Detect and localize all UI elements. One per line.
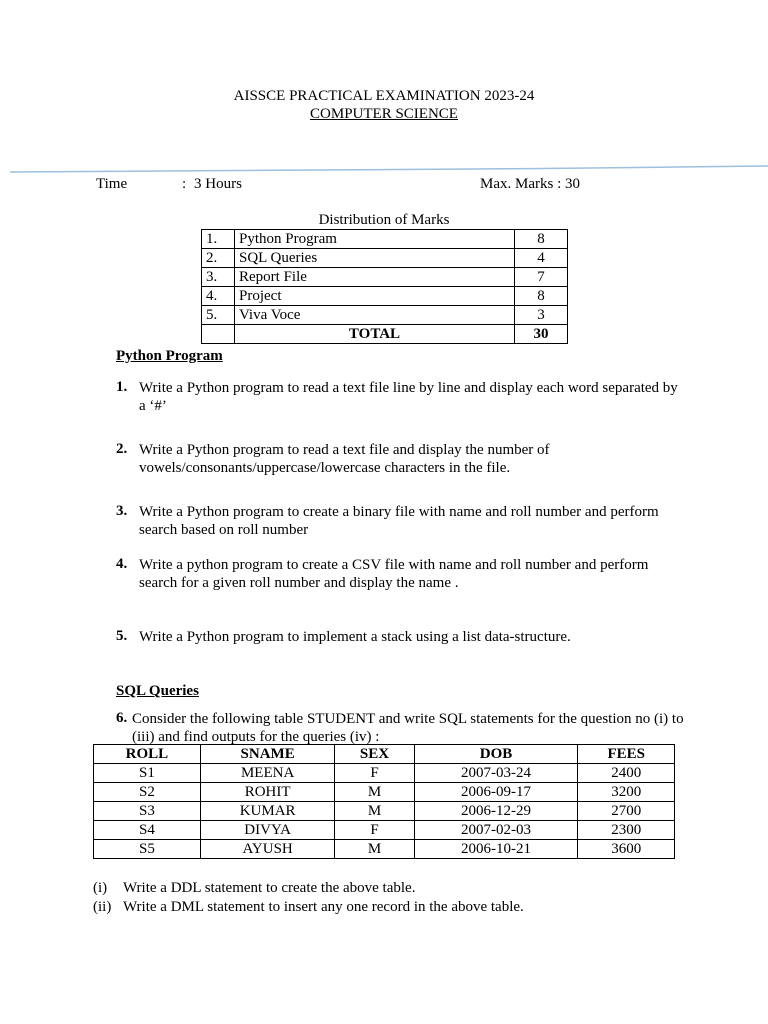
table-row xyxy=(94,783,675,802)
row-number: 4. xyxy=(202,287,235,306)
question-text: Consider the following table STUDENT and write SQL statements for the question no (i) to (iii) and find outputs for the queries (iv) : xyxy=(132,711,684,745)
table-cell: M xyxy=(335,802,414,821)
table-cell: 2006-09-17 xyxy=(414,783,578,802)
row-marks: 7 xyxy=(515,268,568,287)
row-marks: 3 xyxy=(515,306,568,325)
table-cell: 3200 xyxy=(578,783,675,802)
distribution-row xyxy=(202,306,568,325)
table-cell: 3600 xyxy=(578,840,675,859)
distribution-row xyxy=(202,268,568,287)
table-cell: 2700 xyxy=(578,802,675,821)
table-cell: 2006-10-21 xyxy=(414,840,578,859)
column-header: SNAME xyxy=(200,745,335,764)
distribution-row xyxy=(202,249,568,268)
table-cell: F xyxy=(335,764,414,783)
table-cell: ROHIT xyxy=(200,783,335,802)
row-item: SQL Queries xyxy=(235,249,515,268)
distribution-row xyxy=(202,230,568,249)
subject-title: COMPUTER SCIENCE xyxy=(310,106,458,122)
table-cell: F xyxy=(335,821,414,840)
row-item: Project xyxy=(235,287,515,306)
total-value: 30 xyxy=(515,325,568,344)
question-text: Write a Python program to read a text file line by line and display each word separated by a ‘#’ xyxy=(139,380,678,414)
distribution-total-row xyxy=(202,325,568,344)
row-item: Report File xyxy=(235,268,515,287)
max-marks-label: Max. Marks : 30 xyxy=(480,176,580,192)
column-header: FEES xyxy=(578,745,675,764)
table-cell: KUMAR xyxy=(200,802,335,821)
table-cell: 2006-12-29 xyxy=(414,802,578,821)
table-cell: 2300 xyxy=(578,821,675,840)
table-cell: AYUSH xyxy=(200,840,335,859)
table-cell: M xyxy=(335,840,414,859)
subquestion-text: Write a DML statement to insert any one record in the above table. xyxy=(123,899,524,915)
table-cell: 2007-03-24 xyxy=(414,764,578,783)
column-header: SEX xyxy=(335,745,414,764)
exam-title: AISSCE PRACTICAL EXAMINATION 2023-24 xyxy=(233,88,535,104)
row-marks: 4 xyxy=(515,249,568,268)
row-number: 2. xyxy=(202,249,235,268)
row-marks: 8 xyxy=(515,230,568,249)
column-header: DOB xyxy=(414,745,578,764)
row-number: 5. xyxy=(202,306,235,325)
table-cell: MEENA xyxy=(200,764,335,783)
python-section-heading: Python Program xyxy=(116,348,223,364)
question-text: Write a python program to create a CSV file with name and roll number and perform search for a given roll number and display the name . xyxy=(139,557,649,591)
row-item: Viva Voce xyxy=(235,306,515,325)
header-divider-line xyxy=(10,165,768,175)
table-cell: 2400 xyxy=(578,764,675,783)
table-row xyxy=(94,821,675,840)
question-number: 6. xyxy=(116,710,128,726)
table-cell: S1 xyxy=(94,764,201,783)
total-spacer xyxy=(202,325,235,344)
table-cell: S4 xyxy=(94,821,201,840)
question-number: 3. xyxy=(116,503,128,519)
subquestion-text: Write a DDL statement to create the above table. xyxy=(123,880,416,896)
sql-section-heading: SQL Queries xyxy=(116,683,199,699)
student-table xyxy=(93,744,675,859)
table-cell: DIVYA xyxy=(200,821,335,840)
table-cell: M xyxy=(335,783,414,802)
column-header: ROLL xyxy=(94,745,201,764)
distribution-table xyxy=(201,229,568,344)
question-number: 5. xyxy=(116,628,128,644)
total-label: TOTAL xyxy=(235,325,515,344)
time-value: 3 Hours xyxy=(194,176,242,192)
question-number: 2. xyxy=(116,441,128,457)
table-cell: 2007-02-03 xyxy=(414,821,578,840)
table-row xyxy=(94,802,675,821)
question-text: Write a Python program to read a text file and display the number of vowels/consonants/uppercase/lowercase characters in the file. xyxy=(139,442,550,476)
distribution-row xyxy=(202,287,568,306)
table-cell: S3 xyxy=(94,802,201,821)
table-cell: S5 xyxy=(94,840,201,859)
row-marks: 8 xyxy=(515,287,568,306)
row-number: 1. xyxy=(202,230,235,249)
table-row xyxy=(94,764,675,783)
question-text: Write a Python program to create a binary file with name and roll number and perform search based on roll number xyxy=(139,504,659,538)
time-separator: : xyxy=(182,176,187,192)
question-text: Write a Python program to implement a stack using a list data-structure. xyxy=(139,629,571,645)
table-cell: S2 xyxy=(94,783,201,802)
table-row xyxy=(94,840,675,859)
question-number: 4. xyxy=(116,556,128,572)
time-label: Time xyxy=(96,176,128,192)
question-number: 1. xyxy=(116,379,128,395)
row-item: Python Program xyxy=(235,230,515,249)
distribution-title: Distribution of Marks xyxy=(318,212,450,228)
subquestion-number: (ii) xyxy=(93,899,112,915)
subquestion-number: (i) xyxy=(93,880,108,896)
row-number: 3. xyxy=(202,268,235,287)
